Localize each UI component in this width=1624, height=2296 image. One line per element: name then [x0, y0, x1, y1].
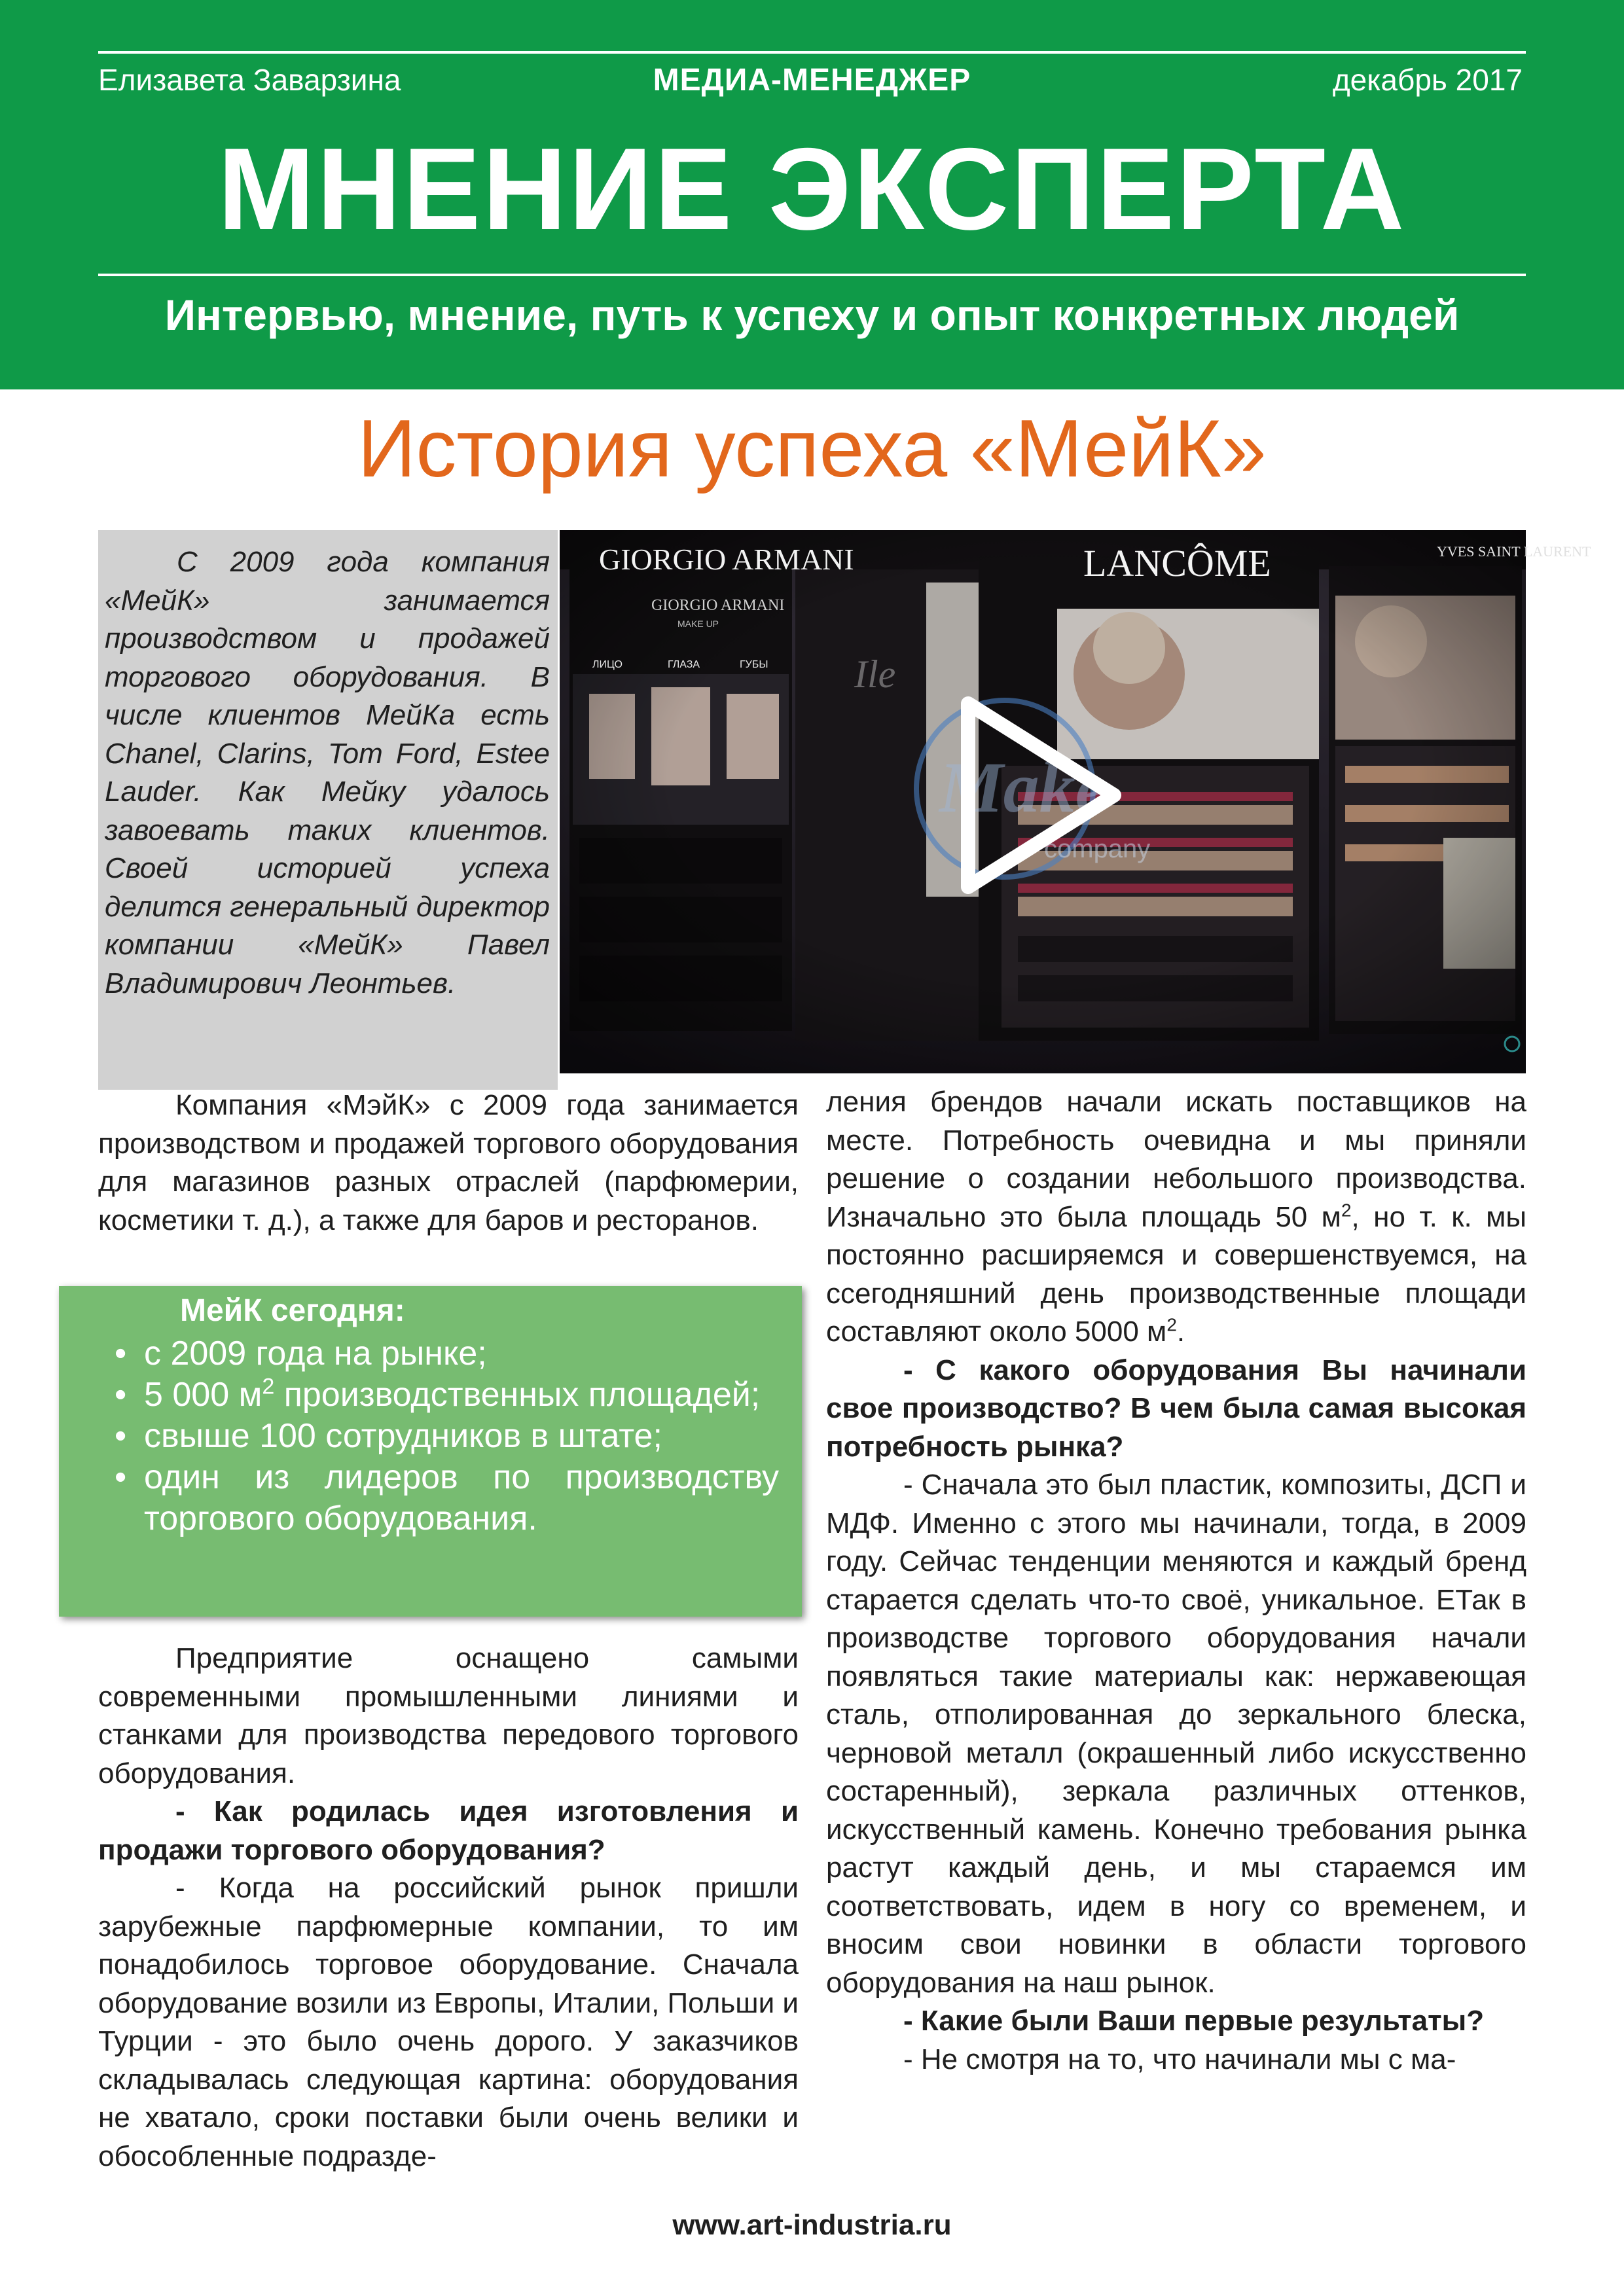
article-title: История успеха «МейК» [357, 404, 1267, 494]
paragraph-continued: ления брендов начали искать поставщиков на месте. Потребность очевидна и мы приняли решение о создании небольшого производства. Изначально это была площадь 50 $м^2$, но т. к. мы постоянно расширяемся и совершенствуемся, на ссегодняшний день производственные площади составляют около 5000 $м^2$. [826, 1086, 1527, 1348]
facts-item: • один из лидеров по производству торгового оборудования. [115, 1458, 779, 1537]
facts-item: • 5 000 $м^2$ производственных площадей; [115, 1374, 779, 1416]
left-column-top [98, 1086, 799, 1240]
section-subtitle: Интервью, мнение, путь к успеху и опыт конкретных людей [164, 291, 1460, 339]
question-2: - С какого оборудования Вы начинали свое производство? В чем была самая высокая потребность рынка? [826, 1354, 1526, 1463]
brand-ysl: YVES SAINT LAURENT [1437, 543, 1591, 560]
facts-item: • свыше 100 сотрудников в штате; [115, 1416, 779, 1457]
paragraph-equipment: Предприятие оснащено самыми современными промышленными линиями и станками для производства передового торгового оборудования. [98, 1642, 799, 1789]
brand-armani: GIORGIO ARMANI [599, 543, 854, 576]
facts-box [59, 1286, 802, 1617]
header-bottom-rule [98, 274, 1526, 276]
facts-box-title: МейК сегодня: [180, 1293, 405, 1328]
issue-date: декабрь 2017 [1332, 63, 1523, 97]
bullet-icon: • [115, 1335, 127, 1372]
answer-3: - Не смотря на то, что начинали мы с ма- [903, 2043, 1456, 2075]
footer-url[interactable]: www.art-industria.ru [672, 2209, 952, 2241]
brand-makeup: MAKE UP [677, 619, 719, 629]
question-3: - Какие были Ваши первые результаты? [903, 2005, 1485, 2037]
bullet-icon: • [115, 1458, 127, 1496]
section-title: МНЕНИЕ ЭКСПЕРТА [217, 124, 1407, 254]
facts-list [115, 1333, 779, 1539]
lead-text: С 2009 года компания «МейК» занимается производством и продажей торгового оборудования. В числе клиентов МейКа есть Chanel, Clarins, Tom Ford, Estee Lauder. Как Мейку удалось завоевать таких клиентов. Своей историей успеха делится генеральный директор компании «МейК» Павел Владимирович Леонтьев. [105, 546, 550, 999]
shelf-label-eyes: ГЛАЗА [668, 659, 700, 670]
author-name: Елизавета Заварзина [98, 63, 401, 97]
shelf-label-face: ЛИЦО [592, 659, 623, 670]
brand-lancome: LANCÔME [1083, 542, 1271, 584]
article-lead [98, 530, 558, 1090]
magazine-header [0, 0, 1624, 389]
right-column [826, 1083, 1526, 2079]
logo-wordmark: Make [939, 747, 1108, 827]
logo-subtext: company [1044, 834, 1151, 863]
play-icon[interactable] [947, 691, 1130, 900]
rubric-label: МЕДИА-МЕНЕДЖЕР [653, 63, 971, 98]
question-1: - Как родилась идея изготовления и продажи торгового оборудования? [98, 1795, 799, 1866]
store-letters: Ile [854, 653, 896, 696]
paragraph-intro: Компания «МэйК» с 2009 года занимается производством и продажей торгового оборудования для магазинов разных отраслей (парфюмерии, косметики т. д.), а также для баров и ресторанов. [98, 1089, 799, 1236]
answer-1: - Когда на российский рынок пришли зарубежные парфюмерные компании, то им понадобилось торговое оборудование. Сначала оборудование возили из Европы, Италии, Польши и Турции - это было очень дорого. У заказчиков складывалась следующая картина: оборудования не хватало, сроки поставки были очень велики и обособленные подразде- [98, 1872, 799, 2172]
loading-indicator-icon [1502, 1034, 1522, 1054]
bullet-icon: • [115, 1376, 127, 1414]
facts-item: • с 2009 года на рынке; [115, 1333, 779, 1374]
header-top-rule [98, 51, 1526, 54]
answer-2: - Сначала это был пластик, композиты, ДСП и МДФ. Именно с этого мы начинали, тогда, в 2009 году. Сейчас тенденции меняются и каждый бренд старается сделать что-то своё, уникальное. ЕТак в производстве торгового оборудования начали появляться такие материалы как: нержавеющая сталь, отполированная до зеркального блеска, черновой металл (окрашенный либо искусственно состаренный), зеркала различных оттенков, искусственный камень. Конечно требования рынка растут каждый день, и мы стараемся им соответствовать, идем в ногу со временем, и вносим свои новинки в области торгового оборудования на наш рынок. [826, 1469, 1526, 1999]
left-column-bottom [98, 1640, 799, 2176]
video-player[interactable] [560, 530, 1591, 1073]
brand-armani-small: GIORGIO ARMANI [651, 597, 785, 614]
shelf-label-lips: ГУБЫ [740, 659, 768, 670]
bullet-icon: • [115, 1417, 127, 1455]
